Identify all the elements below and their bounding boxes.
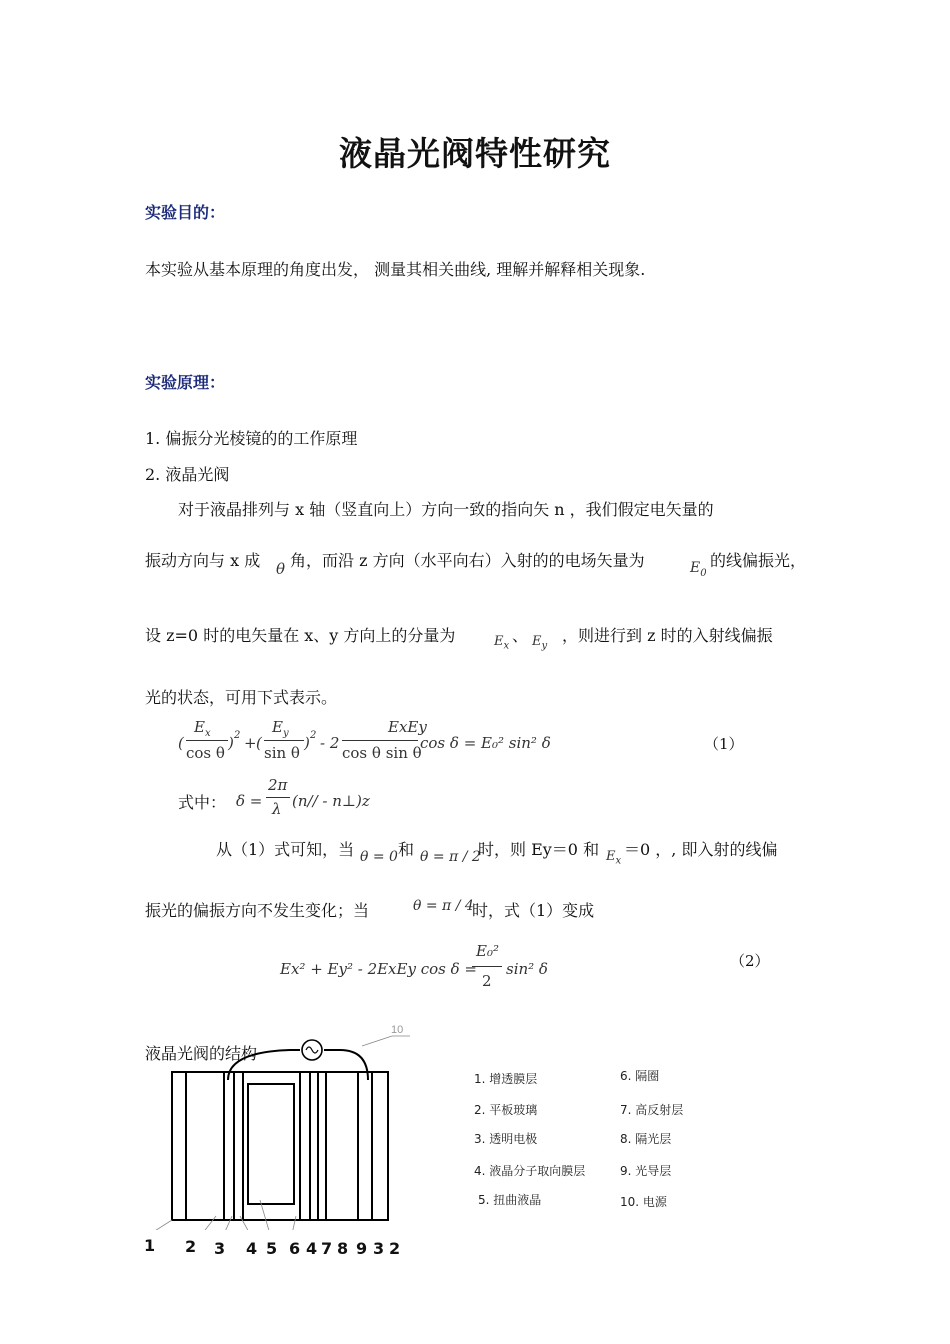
- legend-label-1: 1. 增透膜层: [474, 1072, 538, 1086]
- para1-line3c: ，则进行到 z 时的入射线偏振: [562, 626, 773, 645]
- part-number-9: 9: [356, 1239, 368, 1258]
- equation-2: Ex² + Ey² - 2ExEy cos δ = E₀² 2 sin² δ: [280, 942, 548, 990]
- part-number-4b: 4: [306, 1239, 318, 1258]
- part-number-7: 7: [321, 1239, 333, 1258]
- page-title: 液晶光阀特性研究: [339, 134, 611, 173]
- delta-definition: δ = 2π λ (n// - n⊥)z: [236, 776, 370, 818]
- part-number-5: 5: [266, 1239, 278, 1258]
- part-number-6: 6: [289, 1239, 301, 1258]
- cond-theta-pi2: θ = π / 2: [420, 849, 481, 865]
- equation-1-number: （1）: [704, 735, 744, 753]
- liquid-crystal-cell: [248, 1084, 294, 1204]
- para1-line1: 对于液晶排列与 x 轴（竖直向上）方向一致的指向矢 n ，我们假定电矢量的: [178, 500, 714, 519]
- para2-line2b: 时，式（1）变成: [472, 901, 595, 920]
- para1-line2a: 振动方向与 x 成: [145, 551, 261, 570]
- legend-label-2: 2. 平板玻璃: [474, 1103, 538, 1117]
- e0-symbol: $E_0$: [690, 560, 707, 579]
- part-number-1: 1: [144, 1236, 156, 1255]
- principle-item-1: 1. 偏振分光棱镜的的工作原理: [145, 429, 358, 448]
- theta-symbol: θ: [276, 560, 286, 578]
- para2-line1d: ＝0 ，, 即入射的线偏: [624, 840, 778, 859]
- para1-line3b: 、: [512, 626, 529, 645]
- para1-line2b: 角，而沿 z 方向（水平向右）入射的的电场矢量为: [290, 551, 645, 570]
- para1-line2c: 的线偏振光，: [710, 551, 807, 570]
- cond-theta-zero: θ = 0: [360, 849, 398, 865]
- ex-zero-symbol: $E_x$: [606, 849, 622, 867]
- para2-line1c: 时，则 Ey＝0 和: [478, 840, 600, 859]
- liquid-crystal-valve-diagram: [140, 1030, 420, 1230]
- part-number-3b: 3: [373, 1239, 385, 1258]
- principle-item-2: 2. 液晶光阀: [145, 465, 230, 484]
- callout-10: 10: [391, 1024, 404, 1036]
- part-number-2: 2: [185, 1237, 197, 1256]
- part-number-4: 4: [246, 1239, 258, 1258]
- structure-caption: 液晶光阀的结构: [145, 1044, 258, 1063]
- where-label: 式中：: [178, 793, 227, 812]
- ey-symbol: $E_y$: [532, 634, 548, 652]
- legend-label-8: 8. 隔光层: [620, 1132, 672, 1146]
- ex-symbol: $E_x$: [494, 634, 510, 652]
- para1-line3a: 设 z=0 时的电矢量在 x、y 方向上的分量为: [145, 626, 456, 645]
- para2-line1a: 从（1）式可知，当: [216, 840, 355, 859]
- purpose-heading: 实验目的：: [145, 203, 226, 222]
- part-number-8: 8: [337, 1239, 349, 1258]
- legend-label-3: 3. 透明电极: [474, 1132, 538, 1146]
- legend-label-7: 7. 高反射层: [620, 1103, 684, 1117]
- para1-line4: 光的状态，可用下式表示。: [145, 688, 338, 707]
- legend-label-9: 9. 光导层: [620, 1164, 672, 1178]
- principle-heading: 实验原理：: [145, 373, 226, 392]
- part-number-3: 3: [214, 1239, 226, 1258]
- purpose-text: 本实验从基本原理的角度出发， 测量其相关曲线, 理解并解释相关现象.: [145, 260, 646, 279]
- legend-label-10: 10. 电源: [620, 1195, 667, 1209]
- power-wire: [228, 1050, 300, 1080]
- legend-label-4: 4. 液晶分子取向膜层: [474, 1164, 586, 1178]
- legend-label-6: 6. 隔圈: [620, 1069, 660, 1083]
- part-number-2b: 2: [389, 1239, 401, 1258]
- valve-outer-frame: [172, 1072, 388, 1220]
- cond-theta-pi4: θ = π / 4: [413, 898, 474, 914]
- legend-label-5: 5. 扭曲液晶: [478, 1193, 542, 1207]
- para2-line2a: 振光的偏振方向不发生变化；当: [145, 901, 370, 920]
- equation-2-number: （2）: [730, 952, 770, 970]
- para2-line1b: 和: [398, 840, 415, 859]
